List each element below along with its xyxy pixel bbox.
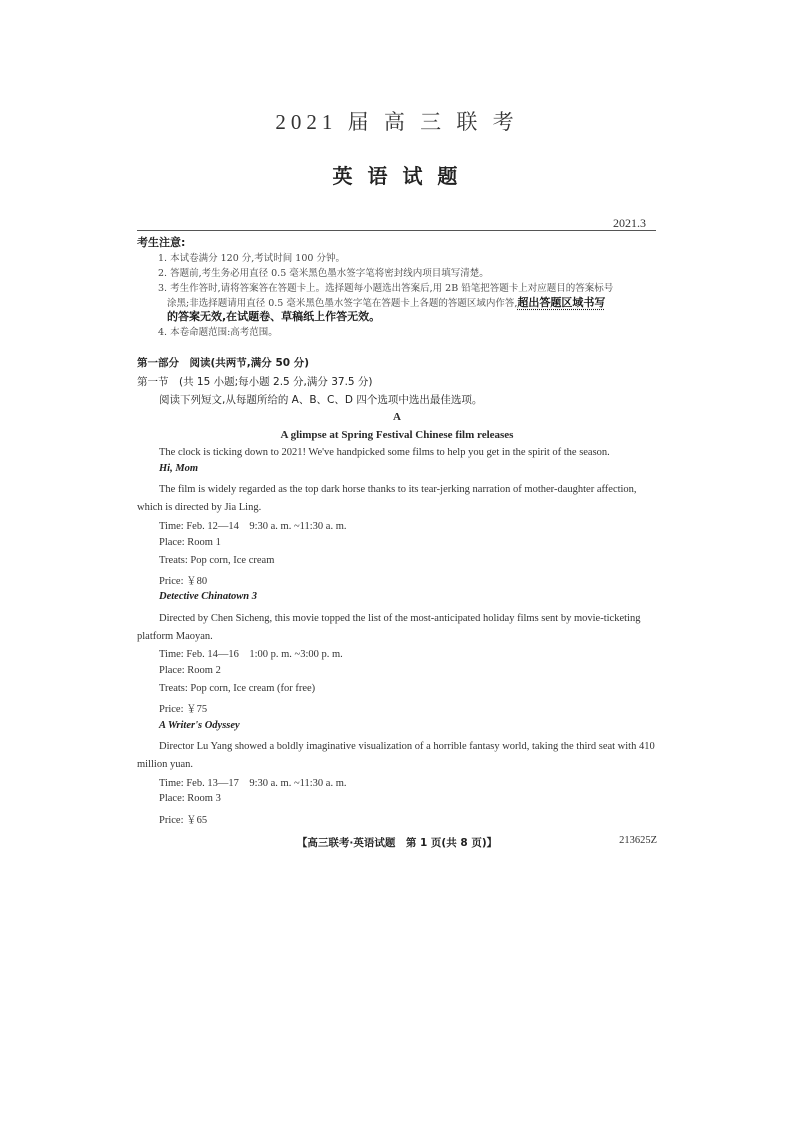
- paper-code: 213625Z: [619, 835, 657, 846]
- notice-heading: 考生注意:: [137, 236, 186, 249]
- film-place-3: Place: Room 3: [159, 793, 221, 804]
- header-divider: [137, 230, 656, 231]
- notice-item-3: 3. 考生作答时,请将答案答在答题卡上。选择题每小题选出答案后,用 2B 铅笔把答题卡上对应题目的答案标号: [158, 283, 614, 294]
- film-desc-1: The film is widely regarded as the top dark horse thanks to its tear-jerking narration of mother-daughter affection, which is directed by Jia Ling.: [137, 484, 637, 513]
- film-title-1: Hi, Mom: [159, 463, 199, 474]
- exam-subtitle: 英 语 试 题: [332, 164, 462, 188]
- passage-title: A glimpse at Spring Festival Chinese film releases: [280, 429, 514, 441]
- notice-item-1: 1. 本试卷满分 120 分,考试时间 100 分钟。: [158, 253, 345, 264]
- section-one-heading: 第一节 (共 15 小题;每小题 2.5 分,满分 37.5 分): [137, 376, 373, 388]
- notice-item-3-emphasis-end: 的答案无效,在试题卷、草稿纸上作答无效。: [167, 310, 381, 323]
- page-footer: 【高三联考·英语试题 第 1 页(共 8 页)】: [296, 837, 498, 849]
- film-price-2: Price: ￥75: [159, 704, 208, 715]
- film-desc-3: Director Lu Yang showed a boldly imaginative visualization of a horrible fantasy world, taking the third seat with 410 million yuan.: [137, 741, 655, 770]
- film-time-3: Time: Feb. 13—17 9:30 a. m. ~11:30 a. m.: [159, 778, 347, 789]
- film-place-1: Place: Room 1: [159, 537, 221, 548]
- film-title-2: Detective Chinatown 3: [159, 591, 257, 602]
- passage-label: A: [393, 411, 401, 423]
- film-price-1: Price: ￥80: [159, 576, 208, 587]
- notice-item-3-plain: 涂黑;非选择题请用直径 0.5 毫米黑色墨水签字笔在答题卡上各题的答题区域内作答,: [167, 298, 518, 309]
- film-desc-2: Directed by Chen Sicheng, this movie topped the list of the most-anticipated holiday films sent by movie-ticketing platform Maoyan.: [137, 613, 641, 642]
- notice-item-4: 4. 本卷命题范围:高考范围。: [158, 327, 278, 338]
- film-price-3: Price: ￥65: [159, 815, 208, 826]
- film-place-2: Place: Room 2: [159, 665, 221, 676]
- film-treats-2: Treats: Pop corn, Ice cream (for free): [159, 683, 316, 694]
- notice-item-3-emphasis: 超出答题区域书写: [517, 296, 606, 309]
- film-title-3: A Writer's Odyssey: [159, 720, 240, 731]
- part-one-heading: 第一部分 阅读(共两节,满分 50 分): [137, 357, 310, 369]
- film-time-2: Time: Feb. 14—16 1:00 p. m. ~3:00 p. m.: [159, 649, 343, 660]
- reading-instruction: 阅读下列短文,从每题所给的 A、B、C、D 四个选项中选出最佳选项。: [159, 394, 483, 406]
- notice-item-3-end: [167, 308, 380, 324]
- film-time-1: Time: Feb. 12—14 9:30 a. m. ~11:30 a. m.: [159, 521, 347, 532]
- film-treats-1: Treats: Pop corn, Ice cream: [159, 555, 275, 566]
- exam-title: 2021 届 高 三 联 考: [275, 110, 519, 134]
- passage-intro: The clock is ticking down to 2021! We've handpicked some films to help you get in the spirit of the season.: [159, 447, 610, 458]
- notice-item-2: 2. 答题前,考生务必用直径 0.5 毫米黑色墨水签字笔将密封线内项目填写清楚。: [158, 268, 489, 279]
- exam-date: 2021.3: [613, 216, 646, 230]
